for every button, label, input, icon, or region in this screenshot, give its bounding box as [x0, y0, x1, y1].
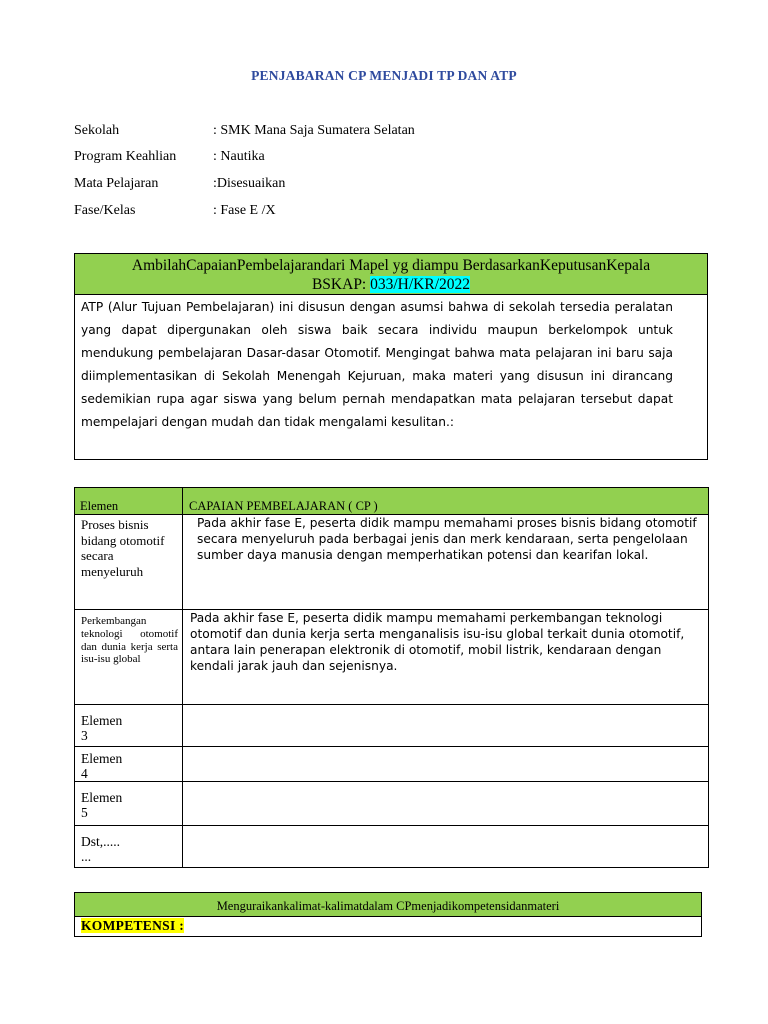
- bskap-code-highlight: 033/H/KR/2022: [370, 276, 471, 293]
- elemen-cell: [75, 782, 183, 826]
- elemen-label: Dst,.....: [81, 834, 121, 849]
- atp-heading-line2: [75, 275, 707, 294]
- table-row: [75, 826, 709, 868]
- meta-value: : Fase E /X: [213, 203, 276, 218]
- cp-table: [74, 487, 709, 868]
- kompetensi-box: [74, 892, 702, 937]
- elemen-number: 5: [81, 805, 88, 820]
- kompetensi-box-heading: Menguraikankalimat-kalimatdalam CPmenjadikompetensidanmateri: [75, 893, 701, 917]
- cp-cell: [183, 782, 709, 826]
- meta-label: Program Keahlian: [74, 149, 177, 164]
- table-row: [75, 782, 709, 826]
- cp-table-header: [75, 488, 709, 515]
- elemen-label: Elemen: [81, 713, 123, 728]
- elemen-cell: Proses bisnis bidang otomotif secara menyeluruh: [75, 515, 183, 610]
- meta-label: Mata Pelajaran: [74, 176, 159, 191]
- atp-box-heading: [75, 254, 707, 295]
- meta-value: :Disesuaikan: [213, 176, 286, 191]
- atp-box-body: ATP (Alur Tujuan Pembelajaran) ini disusun dengan asumsi bahwa di sekolah tersedia peralatan yang dapat dipergunakan oleh siswa baik secara individu maupun berkelompok untuk mendukung pembelajaran Dasar-dasar Otomotif. Mengingat bahwa mata pelajaran ini baru saja diimplementasikan di Sekolah Menengah Kejuruan, maka materi yang disusun ini dirancang sedemikian rupa agar siswa yang belum pernah mendapatkan mata pelajaran tersebut dapat mempelajari dengan mudah dan tidak mengalami kesulitan.:: [81, 300, 673, 429]
- atp-heading-prefix: BSKAP:: [311, 276, 371, 293]
- col-header-elemen: Elemen: [75, 488, 183, 515]
- cp-cell: [183, 826, 709, 868]
- meta-value: : SMK Mana Saja Sumatera Selatan: [213, 123, 415, 138]
- elemen-cell: [75, 826, 183, 868]
- cp-cell: Pada akhir fase E, peserta didik mampu memahami proses bisnis bidang otomotif secara menyeluruh pada berbagai jenis dan merk kendaraan, serta pengelolaan sumber daya manusia dengan memperhatikan potensi dan kearifan lokal.: [183, 515, 709, 610]
- meta-label: Fase/Kelas: [74, 203, 136, 218]
- kompetensi-row: [75, 917, 701, 937]
- cp-cell: [183, 747, 709, 782]
- table-row: [75, 705, 709, 747]
- meta-value: : Nautika: [213, 149, 265, 164]
- elemen-number: 3: [81, 728, 88, 743]
- col-header-cp: CAPAIAN PEMBELAJARAN ( CP ): [183, 488, 709, 515]
- kompetensi-label: KOMPETENSI :: [81, 918, 184, 933]
- table-row: [75, 747, 709, 782]
- cp-cell: Pada akhir fase E, peserta didik mampu memahami perkembangan teknologi otomotif dan dunia kerja serta menganalisis isu-isu global terkait dunia otomotif, antara lain penerapan elektronik di otomotif, mobil listrik, kendaraan dengan kendali jarak jauh dan sejenisnya.: [183, 610, 709, 705]
- table-row: [75, 515, 709, 610]
- atp-heading-line1: AmbilahCapaianPembelajarandari Mapel yg diampu BerdasarkanKeputusanKepala: [131, 257, 651, 274]
- elemen-cell: [75, 747, 183, 782]
- elemen-cell: [75, 705, 183, 747]
- elemen-number: 4: [81, 766, 88, 781]
- table-row: [75, 610, 709, 705]
- elemen-number: ...: [81, 849, 92, 864]
- atp-box: [74, 253, 708, 460]
- cp-cell: [183, 705, 709, 747]
- elemen-cell: Perkembangan teknologi otomotif dan dunia kerja serta isu-isu global: [75, 610, 183, 705]
- meta-label: Sekolah: [74, 123, 120, 138]
- elemen-label: Elemen: [81, 751, 123, 766]
- elemen-label: Elemen: [81, 790, 123, 805]
- document-title: PENJABARAN CP MENJADI TP DAN ATP: [251, 68, 517, 83]
